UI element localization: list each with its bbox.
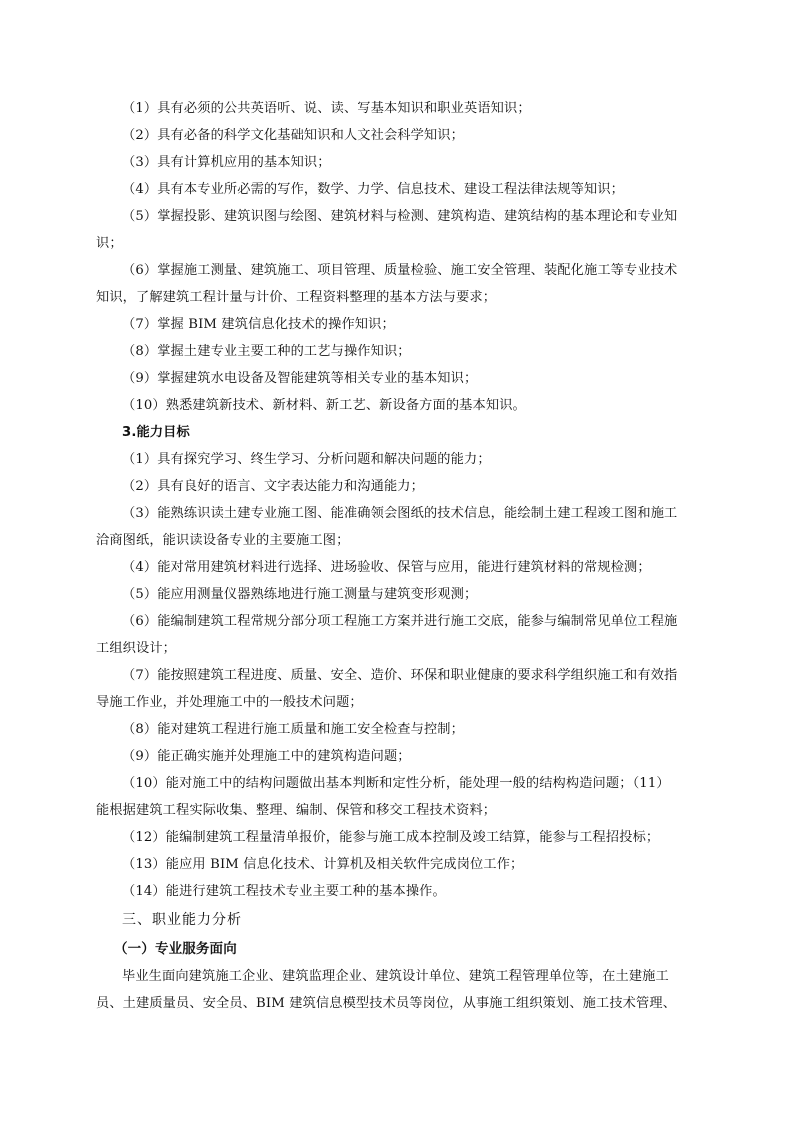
item-first-line: （3）具有计算机应用的基本知识； bbox=[122, 155, 331, 170]
ability-goal-item bbox=[96, 473, 699, 500]
knowledge-goal-item bbox=[96, 149, 699, 176]
item-first-line: （2）具有良好的语言、文字表达能力和沟通能力； bbox=[122, 479, 424, 494]
ability-goals-list bbox=[96, 446, 699, 905]
item-continuation-line: 洽商图纸，能识读设备专业的主要施工图； bbox=[96, 533, 350, 548]
knowledge-goal-item bbox=[96, 338, 699, 365]
ability-goal-item bbox=[96, 716, 699, 743]
knowledge-goal-item bbox=[96, 392, 699, 419]
item-first-line: （4）具有本专业所必需的写作，数学、力学、信息技术、建设工程法律法规等知识； bbox=[122, 182, 625, 197]
item-first-line: （9）能正确实施并处理施工中的建筑构造问题； bbox=[122, 749, 411, 764]
page-content bbox=[96, 95, 699, 1017]
knowledge-goal-item bbox=[96, 365, 699, 392]
knowledge-goal-item bbox=[96, 176, 699, 203]
item-first-line: （3）能熟练识读土建专业施工图、能准确领会图纸的技术信息，能绘制土建工程竣工图和施工 bbox=[122, 506, 678, 521]
knowledge-goal-item bbox=[96, 257, 699, 311]
ability-goal-item bbox=[96, 770, 699, 824]
ability-goal-item bbox=[96, 446, 699, 473]
ability-goal-item bbox=[96, 581, 699, 608]
knowledge-goal-item bbox=[96, 95, 699, 122]
item-continuation-line: 知识，了解建筑工程计量与计价、工程资料整理的基本方法与要求； bbox=[96, 290, 497, 305]
ability-goal-item bbox=[96, 851, 699, 878]
item-first-line: （1）具有探究学习、终生学习、分析问题和解决问题的能力； bbox=[122, 452, 491, 467]
knowledge-goal-item bbox=[96, 122, 699, 149]
item-first-line: （1）具有必须的公共英语听、说、读、写基本知识和职业英语知识； bbox=[122, 101, 531, 116]
knowledge-goal-item bbox=[96, 203, 699, 257]
item-continuation-line: 工组织设计； bbox=[96, 641, 177, 656]
item-first-line: （10）能对施工中的结构问题做出基本判断和定性分析，能处理一般的结构构造问题；（11） bbox=[122, 776, 670, 791]
knowledge-goals-list bbox=[96, 95, 699, 419]
ability-goal-item bbox=[96, 743, 699, 770]
item-first-line: （5）掌握投影、建筑识图与绘图、建筑材料与检测、建筑构造、建筑结构的基本理论和专业知 bbox=[122, 209, 678, 224]
ability-goal-item bbox=[96, 608, 699, 662]
item-first-line: （12）能编制建筑工程量清单报价，能参与施工成本控制及竣工结算，能参与工程招投标； bbox=[122, 830, 660, 845]
item-first-line: （14）能进行建筑工程技术专业主要工种的基本操作。 bbox=[122, 884, 446, 899]
ability-goal-item bbox=[96, 662, 699, 716]
item-first-line: （9）掌握建筑水电设备及智能建筑等相关专业的基本知识； bbox=[122, 371, 478, 386]
subsection-heading: （一）专业服务面向 bbox=[114, 941, 237, 957]
item-first-line: （6）掌握施工测量、建筑施工、项目管理、质量检验、施工安全管理、装配化施工等专业技术 bbox=[122, 263, 678, 278]
paragraph-line: 员、土建质量员、安全员、BIM 建筑信息模型技术员等岗位，从事施工组织策划、施工技术管理、 bbox=[96, 996, 677, 1011]
section-heading: 三、职业能力分析 bbox=[122, 912, 242, 928]
ability-goal-item bbox=[96, 554, 699, 581]
item-continuation-line: 导施工作业，并处理施工中的一般技术问题； bbox=[96, 695, 363, 710]
item-first-line: （13）能应用 BIM 信息化技术、计算机及相关软件完成岗位工作； bbox=[122, 857, 524, 872]
item-first-line: （5）能应用测量仪器熟练地进行施工测量与建筑变形观测； bbox=[122, 587, 478, 602]
item-first-line: （8）能对建筑工程进行施工质量和施工安全检查与控制； bbox=[122, 722, 464, 737]
item-continuation-line: 能根据建筑工程实际收集、整理、编制、保管和移交工程技术资料； bbox=[96, 803, 497, 818]
item-first-line: （10）熟悉建筑新技术、新材料、新工艺、新设备方面的基本知识。 bbox=[122, 398, 526, 413]
item-first-line: （8）掌握土建专业主要工种的工艺与操作知识； bbox=[122, 344, 411, 359]
ability-goal-item bbox=[96, 878, 699, 905]
item-continuation-line: 识； bbox=[96, 236, 123, 251]
knowledge-goal-item bbox=[96, 311, 699, 338]
ability-goal-item bbox=[96, 500, 699, 554]
ability-goals-heading: 3.能力目标 bbox=[122, 425, 190, 440]
item-first-line: （7）能按照建筑工程进度、质量、安全、造价、环保和职业健康的要求科学组织施工和有效指 bbox=[122, 668, 678, 683]
item-first-line: （6）能编制建筑工程常规分部分项工程施工方案并进行施工交底，能参与编制常见单位工程施 bbox=[122, 614, 678, 629]
paragraph-line: 毕业生面向建筑施工企业、建筑监理企业、建筑设计单位、建筑工程管理单位等，在土建施工 bbox=[122, 969, 669, 984]
item-first-line: （7）掌握 BIM 建筑信息化技术的操作知识； bbox=[122, 317, 395, 332]
item-first-line: （4）能对常用建筑材料进行选择、进场验收、保管与应用，能进行建筑材料的常规检测； bbox=[122, 560, 651, 575]
service-paragraph bbox=[96, 963, 699, 1017]
item-first-line: （2）具有必备的科学文化基础知识和人文社会科学知识； bbox=[122, 128, 464, 143]
ability-goal-item bbox=[96, 824, 699, 851]
